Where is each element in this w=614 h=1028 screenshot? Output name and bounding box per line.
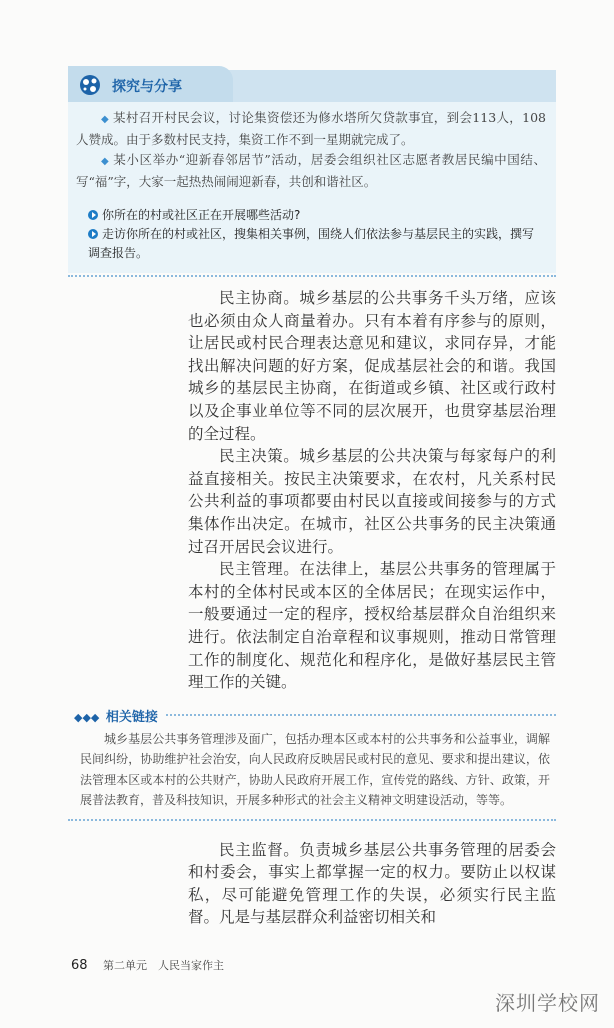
paragraph: 民主协商。城乡基层的公共事务千头万绪，应该也必须由众人商量着办。只有本着有序参与的原则，让居民或村民合理表达意见和建议，求同存异，才能找出解决问题的好方案，促成基层社会的和谐。我国城乡的基层民主协商，在街道或乡镇、社区或行政村以及企事业单位等不同的层次展开，也贯穿基层治理的全过程。 bbox=[188, 289, 556, 443]
links-divider bbox=[68, 819, 556, 821]
box-questions bbox=[68, 192, 556, 263]
question-item: 你所在的村或社区正在开展哪些活动? bbox=[88, 206, 544, 225]
related-links-header: ◆◆◆ 相关链接 bbox=[74, 709, 158, 725]
case-item: ◆ 某小区举办“迎新春邻居节”活动，居委会组织社区志愿者教居民编中国结、写“福”字，大家一起热热闹闹迎新春，共创和谐社区。 bbox=[76, 152, 546, 189]
play-bullet-icon bbox=[88, 229, 98, 239]
page-number: 68 bbox=[71, 958, 88, 974]
explore-icon bbox=[78, 73, 102, 97]
diamond-bullet-icon: ◆ bbox=[101, 156, 110, 167]
related-links-text: 城乡基层公共事务管理涉及面广，包括办理本区或本村的公共事务和公益事业，调解民间纠纷，协助维护社会治安，向人民政府反映居民或村民的意见、要求和提出建议，依法管理本区或本村的公共财产，协助人民政府开展工作，宣传党的路线、方针、政策，开展普法教育，普及科技知识，开展多种形式的社会主义精神文明建设活动，等等。 bbox=[80, 731, 550, 808]
diamond-bullet-icon: ◆ bbox=[101, 114, 110, 125]
play-bullet-icon bbox=[88, 210, 98, 220]
diamonds-icon: ◆◆◆ bbox=[74, 710, 100, 724]
related-links-header-row bbox=[68, 706, 556, 725]
explore-share-box bbox=[68, 70, 556, 273]
paragraph: 民主监督。负责城乡基层公共事务管理的居委会和村委会，事实上都掌握一定的权力。要防止以权谋私，尽可能避免管理工作的失误，必须实行民主监督。凡是与基层群众利益密切相关和 bbox=[188, 840, 556, 927]
running-footer: 第二单元 人民当家作主 bbox=[103, 959, 224, 973]
question-item: 走访你所在的村或社区，搜集相关事例，围绕人们依法参与基层民主的实践，撰写调查报告。 bbox=[88, 227, 535, 260]
paragraph: 民主管理。在法律上，基层公共事务的管理属于本村的全体村民或本区的全体居民；在现实运作中，一般要通过一定的程序，授权给基层群众自治组织来进行。依法制定自治章程和议事规则，推动日常管理工作的制度化、规范化和程序化，是做好基层民主管理工作的关键。 bbox=[188, 560, 556, 692]
case-item: ◆ 某村召开村民会议，讨论集资偿还为修水塔所欠贷款事宜，到会113人，108人赞成。由于多数村民支持，集资工作不到一星期就完成了。 bbox=[76, 110, 546, 147]
main-text bbox=[188, 287, 556, 694]
links-header-divider bbox=[166, 714, 556, 716]
main-text-continued bbox=[188, 839, 556, 929]
box-header-band bbox=[68, 70, 556, 102]
site-watermark: 深圳学校网 bbox=[495, 991, 600, 1016]
box-title: 探究与分享 bbox=[112, 79, 182, 95]
box-cases bbox=[68, 102, 556, 192]
page-footer bbox=[71, 957, 556, 973]
paragraph: 民主决策。城乡基层的公共决策与每家每户的利益直接相关。按民主决策要求，在农村，凡关系村民公共利益的事项都要由村民以直接或间接参与的方式集体作出决定。在城市，社区公共事务的民主决策通过召开居民会议进行。 bbox=[188, 447, 556, 556]
box-divider bbox=[68, 275, 556, 277]
